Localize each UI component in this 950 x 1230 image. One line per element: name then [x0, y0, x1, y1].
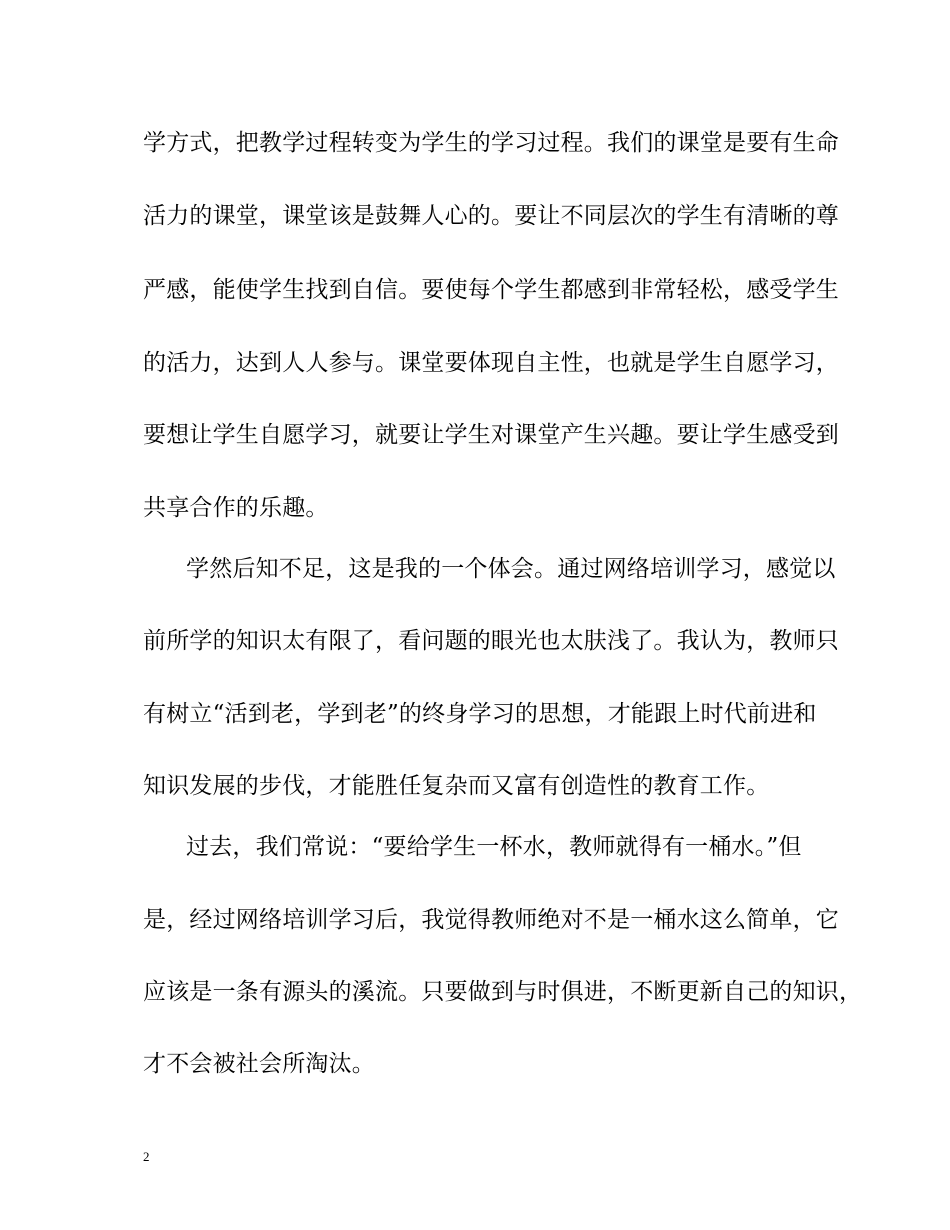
page-number: 2 — [143, 1149, 150, 1164]
text-line-10: 知识发展的步伐，才能胜任复杂而又富有创造性的教育工作。 — [143, 773, 770, 799]
text-line-11: 过去，我们常说：“要给学生一杯水，教师就得有一桶水。”但 — [186, 834, 802, 860]
text-line-5: 要想让学生自愿学习，就要让学生对课堂产生兴趣。要让学生感受到 — [143, 422, 839, 448]
text-line-4: 的活力，达到人人参与。课堂要体现自主性，也就是学生自愿学习， — [143, 350, 839, 376]
text-line-7: 学然后知不足，这是我的一个体会。通过网络培训学习，感觉以 — [186, 556, 836, 582]
text-line-6: 共享合作的乐趣。 — [143, 495, 329, 521]
text-line-8: 前所学的知识太有限了，看问题的眼光也太肤浅了。我认为，教师只 — [143, 628, 839, 654]
text-line-3: 严感，能使学生找到自信。要使每个学生都感到非常轻松，感受学生 — [143, 277, 839, 303]
text-line-2: 活力的课堂，课堂该是鼓舞人心的。要让不同层次的学生有清晰的尊 — [143, 203, 839, 229]
text-line-9: 有树立“活到老，学到老”的终身学习的思想，才能跟上时代前进和 — [143, 701, 817, 727]
text-line-14: 才不会被社会所淘汰。 — [143, 1051, 375, 1077]
text-line-1: 学方式，把教学过程转变为学生的学习过程。我们的课堂是要有生命 — [143, 130, 839, 156]
text-line-12: 是，经过网络培训学习后，我觉得教师绝对不是一桶水这么简单，它 — [143, 907, 839, 933]
text-line-13: 应该是一条有源头的溪流。只要做到与时俱进，不断更新自己的知识， — [143, 979, 863, 1005]
